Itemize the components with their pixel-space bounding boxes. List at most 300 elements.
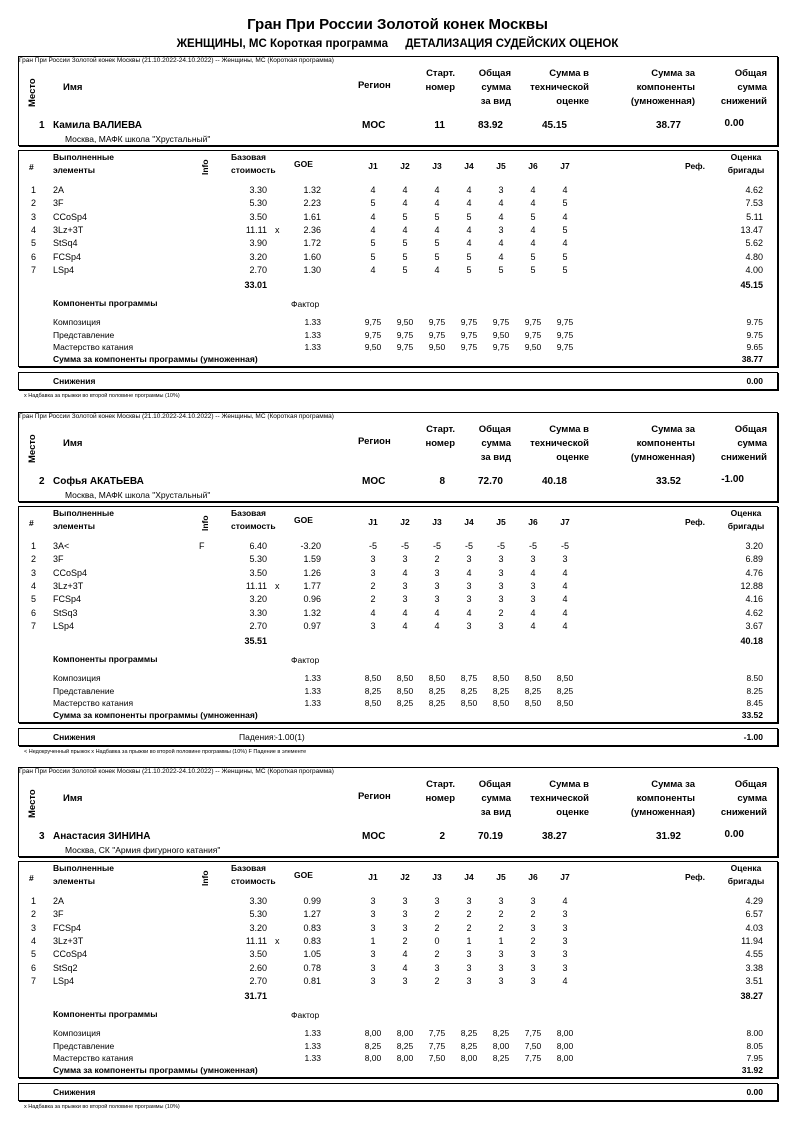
element-goe: 1.26 (303, 567, 321, 578)
component-factor: 1.33 (304, 317, 321, 327)
judge-grade: 3 (402, 975, 408, 986)
component-judge-mark: 7,75 (428, 1040, 446, 1051)
component-score: 9.65 (746, 342, 763, 352)
element-code: CCoSp4 (53, 567, 88, 578)
component-judge-mark: 8,25 (428, 698, 446, 708)
judge-grade: 1 (370, 935, 376, 946)
judge-grade: 3 (498, 554, 504, 565)
element-base-value: 3.90 (249, 238, 267, 249)
component-name: Представление (53, 329, 115, 340)
component-judge-mark: 8,50 (396, 673, 414, 683)
judge-grade: 4 (466, 238, 472, 249)
component-score: 8.50 (746, 673, 763, 683)
element-code: 3F (53, 554, 64, 565)
event-line: Гран При России Золотой конек Москвы (21.10.2022-24.10.2022) -- Женщины, МС (Короткая программа) (19, 413, 334, 420)
element-code: FCSp4 (53, 922, 82, 933)
judge-grade: 4 (466, 567, 472, 578)
skater-details-box (18, 506, 778, 723)
judge-grade: 4 (498, 198, 504, 209)
element-base-value: 3.50 (249, 567, 267, 578)
judge-grade: 4 (530, 620, 536, 631)
element-base-value: 2.70 (249, 975, 267, 986)
pcs-header: Сумма за компоненты (умноженная) (630, 779, 695, 818)
element-code: StSq2 (53, 962, 78, 973)
judge-grade: 3 (402, 554, 408, 565)
element-row (19, 224, 777, 237)
base-value-total: 31.71 (244, 991, 267, 1001)
element-panel-score: 5.11 (746, 211, 763, 222)
place-header: Место (27, 78, 38, 107)
segment-label: ЖЕНЩИНЫ, МС Короткая программа (176, 38, 388, 50)
components-sum-label: Сумма за компоненты программы (умноженная) (53, 1065, 258, 1075)
skater-name: Анастасия ЗИНИНА (53, 831, 151, 842)
judge-grade: 2 (466, 922, 472, 933)
components-sum-value: 33.52 (741, 710, 763, 720)
component-judge-mark: 9,50 (492, 329, 510, 340)
base-value-header: Базовая стоимость (231, 508, 276, 531)
component-judge-mark: 8,25 (460, 1040, 478, 1051)
component-judge-mark: 9,50 (524, 342, 542, 352)
judge-grade: 4 (498, 238, 504, 249)
goe-header: GOE (294, 159, 313, 169)
region-header: Регион (358, 80, 391, 91)
judge-grade: 3 (434, 567, 440, 578)
judge-grade: 3 (562, 909, 568, 920)
element-panel-score: 4.62 (745, 185, 763, 195)
component-judge-mark: 9,75 (396, 329, 414, 340)
element-base-value: 6.40 (249, 541, 267, 551)
component-score: 8.45 (746, 698, 763, 708)
tes-header: Сумма в технической оценке (530, 68, 589, 107)
component-judge-mark: 8,25 (364, 1040, 382, 1051)
deductions-box (18, 372, 778, 390)
component-name: Композиция (53, 673, 101, 683)
deduction-detail-value: -1.00(1) (275, 732, 305, 742)
judge-grade: 4 (530, 224, 536, 235)
element-base-value: 5.30 (249, 909, 267, 920)
component-score: 8.00 (746, 1028, 763, 1038)
tes-value: 45.15 (541, 120, 567, 131)
skater-summary-box (18, 767, 778, 857)
judge-grade: 3 (466, 962, 472, 973)
document-title: Гран При России Золотой конек Москвы (247, 16, 548, 33)
element-code: 3F (53, 198, 64, 209)
deductions-total: 0.00 (746, 1087, 763, 1097)
element-code: 3F (53, 909, 64, 920)
component-judge-mark: 7,50 (524, 1040, 542, 1051)
pcs-header: Сумма за компоненты (умноженная) (630, 424, 695, 463)
judge-grade: 5 (498, 264, 504, 275)
judge-grade: 5 (466, 264, 472, 275)
deductions-box (18, 728, 778, 746)
element-base-value: 2.70 (249, 264, 267, 275)
element-number: 2 (31, 909, 37, 920)
component-factor: 1.33 (304, 1053, 321, 1063)
start-no-header: Старт. номер (425, 68, 455, 93)
element-row (19, 895, 777, 908)
ref-header: Реф. (685, 161, 705, 171)
element-panel-score: 4.76 (745, 567, 763, 578)
judge-header: J4 (464, 517, 474, 527)
place-header: Место (27, 434, 38, 463)
second-half-bonus-mark: x (275, 935, 280, 946)
deductions-value: 0.00 (724, 829, 744, 840)
component-score: 7.95 (746, 1053, 763, 1063)
component-judge-mark: 8,00 (364, 1028, 382, 1038)
judge-grade: 2 (530, 909, 536, 920)
element-base-value: 11.11 (245, 935, 267, 946)
components-sum-value: 38.77 (741, 354, 763, 364)
base-value-total: 35.51 (244, 636, 267, 646)
panel-score-header: Оценка бригады (727, 508, 765, 531)
judge-grade: -5 (560, 541, 569, 551)
judge-grade: 1 (466, 935, 472, 946)
place-value: 1 (39, 120, 45, 131)
component-factor: 1.33 (304, 1040, 321, 1051)
base-value-total: 33.01 (244, 280, 267, 290)
judge-grade: 3 (402, 922, 408, 933)
deductions-total: -1.00 (743, 732, 763, 742)
judge-grade: 3 (370, 909, 376, 920)
components-sum-label: Сумма за компоненты программы (умноженная) (53, 710, 258, 720)
element-base-value: 3.30 (249, 896, 267, 906)
judge-header: J7 (560, 161, 570, 171)
judge-grade: 4 (370, 607, 376, 618)
judge-grade: 3 (498, 896, 504, 906)
judge-grade: 3 (562, 922, 568, 933)
element-base-value: 2.70 (249, 620, 267, 631)
component-judge-mark: 8,25 (396, 1040, 414, 1051)
component-judge-mark: 7,75 (524, 1053, 542, 1063)
judge-header: J6 (528, 872, 538, 882)
judge-grade: 5 (370, 198, 376, 209)
judge-grade: 3 (370, 975, 376, 986)
element-panel-score: 5.62 (745, 238, 763, 249)
judge-grade: 4 (370, 264, 376, 275)
deduction-detail-label: Падения: (239, 732, 276, 742)
component-judge-mark: 9,50 (428, 342, 446, 352)
component-name: Мастерство катания (53, 342, 134, 352)
element-goe: 1.61 (303, 211, 321, 222)
component-row (19, 329, 777, 341)
element-row (19, 540, 777, 553)
judge-grade: -5 (432, 541, 441, 551)
components-sum-value: 31.92 (741, 1065, 763, 1075)
component-judge-mark: 9,75 (428, 329, 446, 340)
judge-header: J2 (400, 517, 410, 527)
element-number: 5 (31, 594, 37, 605)
region-value: MOC (362, 476, 386, 487)
element-panel-score: 4.29 (745, 896, 763, 906)
judge-grade: 4 (562, 607, 568, 618)
component-judge-mark: 8,50 (364, 673, 382, 683)
element-number: 4 (31, 580, 37, 591)
region-header: Регион (358, 436, 391, 447)
info-header: Info (200, 515, 210, 531)
component-judge-mark: 8,50 (460, 698, 478, 708)
element-base-value: 3.50 (249, 211, 267, 222)
element-panel-score: 4.55 (745, 949, 763, 960)
judge-grade: 4 (370, 185, 376, 195)
goe-header: GOE (294, 870, 313, 880)
name-header: Имя (63, 82, 83, 93)
element-panel-score: 4.03 (745, 922, 763, 933)
element-number: 1 (31, 185, 37, 195)
judge-grade: 4 (402, 185, 408, 195)
component-judge-mark: 8,00 (556, 1040, 574, 1051)
judge-grade: 4 (402, 620, 408, 631)
judge-grade: 5 (434, 211, 440, 222)
judge-grade: 3 (370, 896, 376, 906)
component-score: 9.75 (746, 329, 763, 340)
element-goe: 1.60 (303, 251, 321, 262)
element-goe: 1.27 (303, 909, 321, 920)
judge-grade: 4 (530, 567, 536, 578)
judge-grade: 3 (498, 567, 504, 578)
skater-details-box (18, 861, 778, 1078)
element-number: 6 (31, 962, 37, 973)
component-factor: 1.33 (304, 698, 321, 708)
judge-grade: 3 (370, 962, 376, 973)
component-row (19, 1027, 777, 1039)
deductions-header: Общая сумма снижений (720, 779, 767, 818)
judge-grade: 3 (466, 594, 472, 605)
component-judge-mark: 8,00 (396, 1028, 414, 1038)
judge-grade: 3 (370, 567, 376, 578)
elements-header: Выполненные элементы (53, 152, 115, 175)
element-row (19, 948, 777, 961)
judge-grade: 3 (498, 962, 504, 973)
second-half-bonus-mark: x (275, 224, 280, 235)
num-header: # (29, 162, 34, 172)
panel-score-header: Оценка бригады (727, 152, 765, 175)
deductions-header: Общая сумма снижений (720, 424, 767, 463)
judge-grade: -5 (400, 541, 409, 551)
judge-grade: 2 (370, 580, 376, 591)
judge-grade: 3 (370, 922, 376, 933)
skater-details-box (18, 150, 778, 367)
element-row (19, 184, 777, 197)
judge-grade: 4 (562, 567, 568, 578)
judge-grade: 4 (562, 211, 568, 222)
element-base-value: 5.30 (249, 198, 267, 209)
element-base-value: 3.20 (249, 251, 267, 262)
judge-grade: 2 (370, 594, 376, 605)
components-title: Компоненты программы (53, 654, 158, 664)
deductions-box (18, 1083, 778, 1101)
judge-grade: 4 (466, 224, 472, 235)
element-panel-score: 4.00 (745, 264, 763, 275)
element-goe: 0.78 (303, 962, 321, 973)
judge-grade: 4 (434, 185, 440, 195)
component-judge-mark: 8,50 (364, 698, 382, 708)
element-base-value: 3.50 (249, 949, 267, 960)
element-goe: 1.30 (303, 264, 321, 275)
element-panel-score: 12.88 (740, 580, 763, 591)
deductions-value: -1.00 (721, 474, 744, 485)
judge-grade: 4 (562, 185, 568, 195)
judge-grade: 4 (402, 949, 408, 960)
element-row (19, 264, 777, 277)
deductions-total: 0.00 (746, 376, 763, 386)
element-panel-score: 6.57 (745, 909, 763, 920)
report-type-label: ДЕТАЛИЗАЦИЯ СУДЕЙСКИХ ОЦЕНОК (405, 38, 619, 50)
judge-grade: 3 (370, 620, 376, 631)
judge-grade: 3 (498, 949, 504, 960)
components-title: Компоненты программы (53, 298, 158, 308)
name-header: Имя (63, 793, 83, 804)
component-judge-mark: 8,50 (492, 698, 510, 708)
start-no-value: 8 (439, 476, 445, 487)
judge-grade: -5 (496, 541, 505, 551)
component-row (19, 697, 777, 709)
judge-grade: 3 (466, 580, 472, 591)
component-factor: 1.33 (304, 685, 321, 696)
place-header: Место (27, 789, 38, 818)
event-line: Гран При России Золотой конек Москвы (21.10.2022-24.10.2022) -- Женщины, МС (Короткая программа) (19, 57, 334, 64)
component-judge-mark: 8,50 (556, 673, 574, 683)
element-row (19, 962, 777, 975)
pcs-value: 33.52 (655, 476, 681, 487)
region-value: MOC (362, 831, 386, 842)
element-info: F (199, 541, 205, 551)
component-judge-mark: 8,25 (492, 1053, 510, 1063)
judge-grade: 4 (530, 198, 536, 209)
factor-header: Фактор (291, 655, 320, 665)
judge-header: J3 (432, 161, 442, 171)
judge-grade: 3 (434, 594, 440, 605)
component-judge-mark: 8,00 (364, 1053, 382, 1063)
total-score-value: 72.70 (477, 476, 503, 487)
judge-grade: 5 (466, 251, 472, 262)
component-name: Мастерство катания (53, 698, 134, 708)
element-row (19, 593, 777, 606)
judge-grade: 3 (530, 949, 536, 960)
judge-header: J6 (528, 517, 538, 527)
judge-grade: 5 (402, 264, 408, 275)
element-code: 3Lz+3T (53, 935, 84, 946)
component-judge-mark: 7,75 (524, 1028, 542, 1038)
component-judge-mark: 8,75 (460, 673, 478, 683)
deductions-header: Общая сумма снижений (720, 68, 767, 107)
component-judge-mark: 7,75 (428, 1028, 446, 1038)
judge-grade: 3 (370, 949, 376, 960)
judge-header: J3 (432, 517, 442, 527)
element-goe: 0.96 (303, 594, 321, 605)
goe-header: GOE (294, 515, 313, 525)
component-judge-mark: 8,25 (396, 698, 414, 708)
judge-grade: 4 (370, 224, 376, 235)
element-panel-score: 7.53 (745, 198, 763, 209)
element-panel-score: 13.47 (740, 224, 763, 235)
component-judge-mark: 8,50 (556, 698, 574, 708)
start-no-header: Старт. номер (425, 779, 455, 804)
component-judge-mark: 9,75 (524, 329, 542, 340)
component-judge-mark: 8,25 (524, 685, 542, 696)
pcs-header: Сумма за компоненты (умноженная) (630, 68, 695, 107)
info-header: Info (200, 870, 210, 886)
element-row (19, 237, 777, 250)
ref-header: Реф. (685, 517, 705, 527)
component-judge-mark: 9,75 (460, 329, 478, 340)
component-row (19, 685, 777, 697)
element-row (19, 197, 777, 210)
judge-grade: 3 (562, 962, 568, 973)
element-goe: 2.23 (303, 198, 321, 209)
judge-grade: 2 (434, 975, 440, 986)
element-code: LSp4 (53, 264, 75, 275)
judge-grade: 3 (466, 896, 472, 906)
judge-grade: 5 (434, 251, 440, 262)
start-no-value: 2 (439, 831, 445, 842)
judge-grade: 3 (530, 896, 536, 906)
skater-club: Москва, МАФК школа "Хрустальный" (65, 134, 211, 144)
tes-total: 38.27 (740, 991, 763, 1001)
component-judge-mark: 9,50 (364, 342, 382, 352)
base-value-header: Базовая стоимость (231, 863, 276, 886)
element-code: LSp4 (53, 975, 75, 986)
region-value: MOC (362, 120, 386, 131)
element-row (19, 607, 777, 620)
element-row (19, 567, 777, 580)
factor-header: Фактор (291, 1010, 320, 1020)
panel-score-header: Оценка бригады (727, 863, 765, 886)
component-judge-mark: 8,50 (524, 673, 542, 683)
judge-grade: 4 (434, 224, 440, 235)
element-number: 7 (31, 975, 37, 986)
element-panel-score: 3.20 (745, 541, 763, 551)
component-judge-mark: 8,50 (428, 673, 446, 683)
judge-grade: 4 (434, 264, 440, 275)
components-sum-label: Сумма за компоненты программы (умноженная) (53, 354, 258, 364)
element-code: StSq4 (53, 238, 78, 249)
component-judge-mark: 9,75 (492, 317, 510, 327)
element-base-value: 3.20 (249, 594, 267, 605)
tes-header: Сумма в технической оценке (530, 779, 589, 818)
num-header: # (29, 873, 34, 883)
component-judge-mark: 8,25 (492, 1028, 510, 1038)
pcs-value: 38.77 (655, 120, 681, 131)
total-score-value: 70.19 (477, 831, 503, 842)
element-number: 4 (31, 935, 37, 946)
element-number: 6 (31, 251, 37, 262)
element-code: 2A (53, 896, 65, 906)
element-number: 3 (31, 922, 37, 933)
num-header: # (29, 518, 34, 528)
element-panel-score: 4.62 (745, 607, 763, 618)
event-line: Гран При России Золотой конек Москвы (21.10.2022-24.10.2022) -- Женщины, МС (Короткая программа) (19, 768, 334, 775)
judge-grade: 3 (562, 935, 568, 946)
element-goe: 0.97 (303, 620, 321, 631)
judge-header: J5 (496, 517, 506, 527)
judge-grade: 3 (434, 896, 440, 906)
judge-grade: 4 (530, 185, 536, 195)
component-judge-mark: 9,75 (492, 342, 510, 352)
judge-grade: 5 (530, 211, 536, 222)
judge-grade: 3 (562, 554, 568, 565)
judge-grade: 4 (402, 962, 408, 973)
judge-header: J6 (528, 161, 538, 171)
judge-grade: 3 (370, 554, 376, 565)
element-number: 2 (31, 198, 37, 209)
element-base-value: 2.60 (249, 962, 267, 973)
region-header: Регион (358, 791, 391, 802)
judge-grade: 4 (402, 198, 408, 209)
component-name: Мастерство катания (53, 1053, 134, 1063)
element-panel-score: 4.80 (745, 251, 763, 262)
footnote: x Надбавка за прыжки во второй половине программы (10%) (24, 393, 180, 399)
element-code: StSq3 (53, 607, 78, 618)
